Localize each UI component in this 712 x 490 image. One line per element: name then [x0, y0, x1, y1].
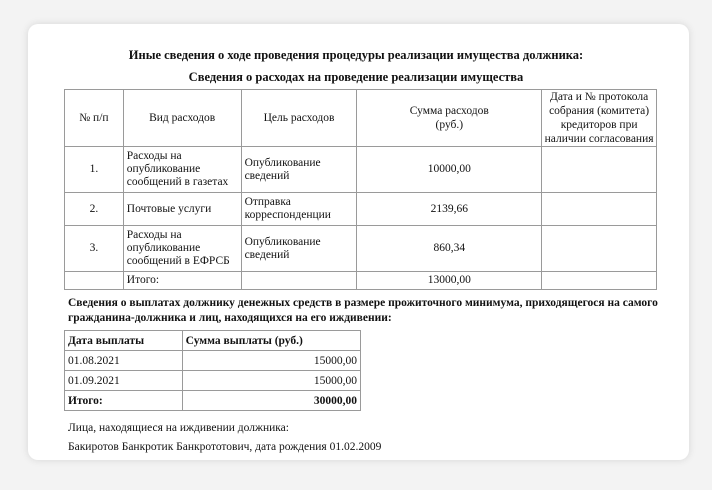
dependent-person: Бакиротов Банкротик Банкрототович, дата рождения 01.02.2009 — [68, 441, 382, 453]
payments-total-sum: 30000,00 — [182, 391, 360, 411]
row-sum: 860,34 — [357, 226, 542, 272]
table-header-row — [65, 331, 361, 351]
row-protocol — [542, 147, 657, 193]
row-type: Расходы на опубликование сообщений в ЕФРСБ — [123, 226, 241, 272]
payments-heading: Сведения о выплатах должнику денежных средств в размере прожиточного минимума, приходящегося на самого гражданина-должника и лиц, находящихся на его иждивении: — [68, 297, 658, 324]
row-purpose: Опубликование сведений — [241, 226, 357, 272]
row-type: Расходы на опубликование сообщений в газетах — [123, 147, 241, 193]
total-num — [65, 272, 124, 290]
dependents-label: Лица, находящиеся на иждивении должника: — [68, 422, 289, 434]
header-amount: Сумма выплаты (руб.) — [182, 331, 360, 351]
total-sum: 13000,00 — [357, 272, 542, 290]
header-protocol: Дата и № протокола собрания (комитета) кредиторов при наличии согласования — [542, 90, 657, 147]
row-protocol — [542, 193, 657, 226]
header-date: Дата выплаты — [65, 331, 183, 351]
total-purpose — [241, 272, 357, 290]
table-total-row — [65, 272, 657, 290]
total-protocol — [542, 272, 657, 290]
header-num: № п/п — [65, 90, 124, 147]
row-num: 2. — [65, 193, 124, 226]
table-row — [65, 351, 361, 371]
header-type: Вид расходов — [123, 90, 241, 147]
row-num: 3. — [65, 226, 124, 272]
table-header-row — [65, 90, 657, 147]
row-num: 1. — [65, 147, 124, 193]
header-purpose: Цель расходов — [241, 90, 357, 147]
table-total-row — [65, 391, 361, 411]
payments-total-label: Итого: — [65, 391, 183, 411]
table-row — [65, 226, 657, 272]
payment-date: 01.09.2021 — [65, 371, 183, 391]
table-row — [65, 371, 361, 391]
payments-table — [64, 330, 361, 411]
row-purpose: Опубликование сведений — [241, 147, 357, 193]
payment-date: 01.08.2021 — [65, 351, 183, 371]
payment-sum: 15000,00 — [182, 371, 360, 391]
row-sum: 10000,00 — [357, 147, 542, 193]
table-row — [65, 147, 657, 193]
row-protocol — [542, 226, 657, 272]
payment-sum: 15000,00 — [182, 351, 360, 371]
row-sum: 2139,66 — [357, 193, 542, 226]
expenses-table — [64, 89, 657, 290]
row-type: Почтовые услуги — [123, 193, 241, 226]
total-label: Итого: — [123, 272, 241, 290]
header-sum: Сумма расходов (руб.) — [357, 90, 542, 147]
table-row — [65, 193, 657, 226]
row-purpose: Отправка корреспонденции — [241, 193, 357, 226]
section-title: Иные сведения о ходе проведения процедуры реализации имущества должника: — [128, 48, 584, 62]
expenses-title: Сведения о расходах на проведение реализации имущества — [188, 70, 524, 84]
